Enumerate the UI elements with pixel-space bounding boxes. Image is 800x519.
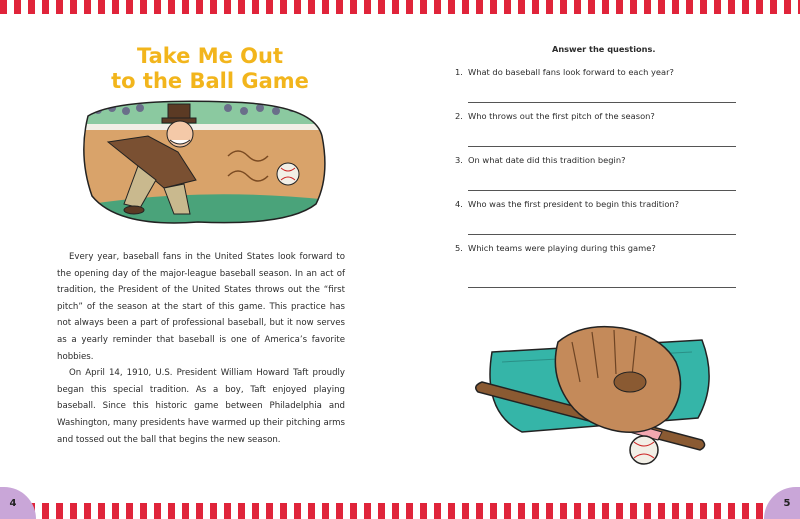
question-text: Who throws out the first pitch of the season? <box>468 111 655 121</box>
title-line-2: to the Ball Game <box>111 69 309 93</box>
question-number: 3. <box>455 155 463 165</box>
question-text: Which teams were playing during this game? <box>468 243 656 253</box>
answer-line[interactable] <box>468 234 736 235</box>
question-text: On what date did this tradition begin? <box>468 155 626 165</box>
question-item <box>455 111 745 155</box>
question-list <box>455 67 745 287</box>
page-number-left: 4 <box>0 487 36 519</box>
page-title <box>60 44 360 94</box>
question-item <box>455 243 745 287</box>
story-text <box>57 249 345 448</box>
page-number-right: 5 <box>764 487 800 519</box>
bottom-stripe-border <box>0 503 800 519</box>
answer-line[interactable] <box>468 287 736 288</box>
answer-line[interactable] <box>468 190 736 191</box>
question-text: Who was the first president to begin this tradition? <box>468 199 680 209</box>
question-number: 1. <box>455 67 463 77</box>
president-pitching-illustration <box>78 96 330 228</box>
question-text: What do baseball fans look forward to each year? <box>468 67 674 77</box>
top-stripe-border <box>0 0 800 14</box>
answer-line[interactable] <box>468 102 736 103</box>
question-number: 2. <box>455 111 463 121</box>
answer-line[interactable] <box>468 146 736 147</box>
question-item <box>455 155 745 199</box>
questions-header: Answer the questions. <box>552 44 656 54</box>
glove-bat-ball-illustration <box>462 322 722 484</box>
question-number: 5. <box>455 243 463 253</box>
story-paragraph-2: On April 14, 1910, U.S. President William Howard Taft proudly began this special tradition. As a boy, Taft enjoyed playing baseball. Since this historic game between Philadelphia and Washington, many presidents have warmed up their pitching arms and tossed out the ball that begins the new season. <box>57 368 345 445</box>
question-item <box>455 199 745 243</box>
question-number: 4. <box>455 199 463 209</box>
title-line-1: Take Me Out <box>136 44 284 68</box>
question-item <box>455 67 745 111</box>
story-paragraph-1: Every year, baseball fans in the United States look forward to the opening day of the major-league baseball season. In an act of tradition, the President of the United States throws out the “first pitch” of the season at the start of this game. This practice has not always been a part of professional baseball, but it now serves as a yearly reminder that baseball is one of America’s favorite hobbies. <box>57 252 345 362</box>
